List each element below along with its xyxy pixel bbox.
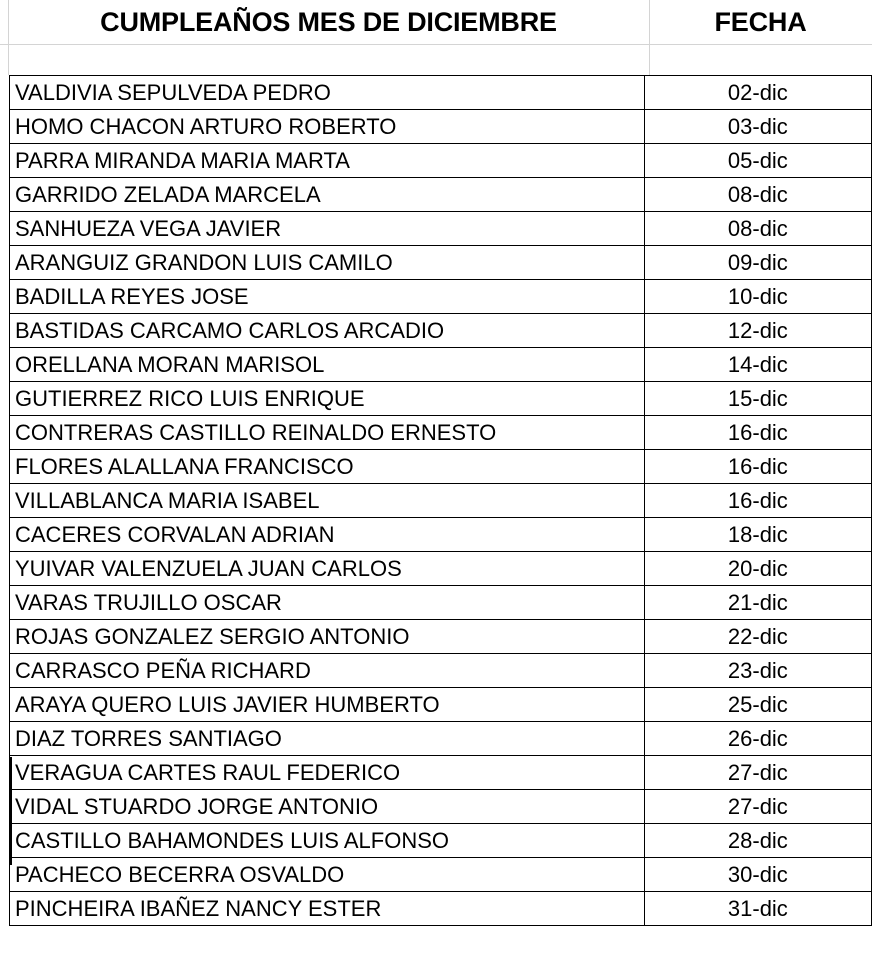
table-row	[10, 110, 872, 144]
name-cell[interactable]: GUTIERREZ RICO LUIS ENRIQUE	[10, 382, 645, 416]
border-accent	[9, 757, 12, 865]
gridline	[0, 44, 872, 45]
name-cell[interactable]: VILLABLANCA MARIA ISABEL	[10, 484, 645, 518]
name-cell[interactable]: VALDIVIA SEPULVEDA PEDRO	[10, 76, 645, 110]
date-cell[interactable]: 16-dic	[644, 416, 871, 450]
date-cell[interactable]: 10-dic	[644, 280, 871, 314]
name-cell[interactable]: PARRA MIRANDA MARIA MARTA	[10, 144, 645, 178]
date-cell[interactable]: 05-dic	[644, 144, 871, 178]
date-cell[interactable]: 15-dic	[644, 382, 871, 416]
name-cell[interactable]: YUIVAR VALENZUELA JUAN CARLOS	[10, 552, 645, 586]
table-row	[10, 178, 872, 212]
table-row	[10, 484, 872, 518]
table-row	[10, 280, 872, 314]
name-cell[interactable]: CASTILLO BAHAMONDES LUIS ALFONSO	[10, 824, 645, 858]
date-cell[interactable]: 02-dic	[644, 76, 871, 110]
table-row	[10, 586, 872, 620]
date-cell[interactable]: 09-dic	[644, 246, 871, 280]
date-cell[interactable]: 26-dic	[644, 722, 871, 756]
date-cell[interactable]: 08-dic	[644, 178, 871, 212]
name-cell[interactable]: GARRIDO ZELADA MARCELA	[10, 178, 645, 212]
name-cell[interactable]: DIAZ TORRES SANTIAGO	[10, 722, 645, 756]
table-row	[10, 654, 872, 688]
date-cell[interactable]: 30-dic	[644, 858, 871, 892]
table-row	[10, 790, 872, 824]
date-header-cell[interactable]	[649, 0, 872, 44]
name-cell[interactable]: SANHUEZA VEGA JAVIER	[10, 212, 645, 246]
name-cell[interactable]: VERAGUA CARTES RAUL FEDERICO	[10, 756, 645, 790]
table-row	[10, 144, 872, 178]
date-cell[interactable]: 12-dic	[644, 314, 871, 348]
birthday-table	[9, 75, 872, 926]
title-cell[interactable]	[8, 0, 649, 44]
date-cell[interactable]: 03-dic	[644, 110, 871, 144]
date-cell[interactable]: 28-dic	[644, 824, 871, 858]
table-row	[10, 450, 872, 484]
table-row	[10, 892, 872, 926]
name-cell[interactable]: VIDAL STUARDO JORGE ANTONIO	[10, 790, 645, 824]
name-cell[interactable]: FLORES ALALLANA FRANCISCO	[10, 450, 645, 484]
name-cell[interactable]: ARAYA QUERO LUIS JAVIER HUMBERTO	[10, 688, 645, 722]
table-row	[10, 246, 872, 280]
sheet-title: CUMPLEAÑOS MES DE DICIEMBRE	[100, 6, 557, 37]
table-row	[10, 416, 872, 450]
name-cell[interactable]: CARRASCO PEÑA RICHARD	[10, 654, 645, 688]
name-cell[interactable]: ARANGUIZ GRANDON LUIS CAMILO	[10, 246, 645, 280]
date-cell[interactable]: 16-dic	[644, 484, 871, 518]
date-cell[interactable]: 22-dic	[644, 620, 871, 654]
name-cell[interactable]: CACERES CORVALAN ADRIAN	[10, 518, 645, 552]
table-row	[10, 722, 872, 756]
table-row	[10, 620, 872, 654]
date-cell[interactable]: 27-dic	[644, 756, 871, 790]
table-row	[10, 76, 872, 110]
date-cell[interactable]: 25-dic	[644, 688, 871, 722]
table-row	[10, 348, 872, 382]
date-cell[interactable]: 08-dic	[644, 212, 871, 246]
date-column-header: FECHA	[714, 6, 807, 37]
name-cell[interactable]: HOMO CHACON ARTURO ROBERTO	[10, 110, 645, 144]
name-cell[interactable]: PINCHEIRA IBAÑEZ NANCY ESTER	[10, 892, 645, 926]
name-cell[interactable]: BASTIDAS CARCAMO CARLOS ARCADIO	[10, 314, 645, 348]
name-cell[interactable]: ROJAS GONZALEZ SERGIO ANTONIO	[10, 620, 645, 654]
table-row	[10, 824, 872, 858]
date-cell[interactable]: 18-dic	[644, 518, 871, 552]
table-row	[10, 314, 872, 348]
date-cell[interactable]: 14-dic	[644, 348, 871, 382]
date-cell[interactable]: 20-dic	[644, 552, 871, 586]
header-area	[0, 0, 872, 75]
date-cell[interactable]: 16-dic	[644, 450, 871, 484]
table-row	[10, 382, 872, 416]
table-row	[10, 688, 872, 722]
date-cell[interactable]: 31-dic	[644, 892, 871, 926]
table-row	[10, 212, 872, 246]
date-cell[interactable]: 27-dic	[644, 790, 871, 824]
name-cell[interactable]: PACHECO BECERRA OSVALDO	[10, 858, 645, 892]
name-cell[interactable]: CONTRERAS CASTILLO REINALDO ERNESTO	[10, 416, 645, 450]
table-row	[10, 518, 872, 552]
table-row	[10, 552, 872, 586]
table-row	[10, 858, 872, 892]
date-cell[interactable]: 21-dic	[644, 586, 871, 620]
name-cell[interactable]: ORELLANA MORAN MARISOL	[10, 348, 645, 382]
name-cell[interactable]: VARAS TRUJILLO OSCAR	[10, 586, 645, 620]
name-cell[interactable]: BADILLA REYES JOSE	[10, 280, 645, 314]
table-row	[10, 756, 872, 790]
date-cell[interactable]: 23-dic	[644, 654, 871, 688]
